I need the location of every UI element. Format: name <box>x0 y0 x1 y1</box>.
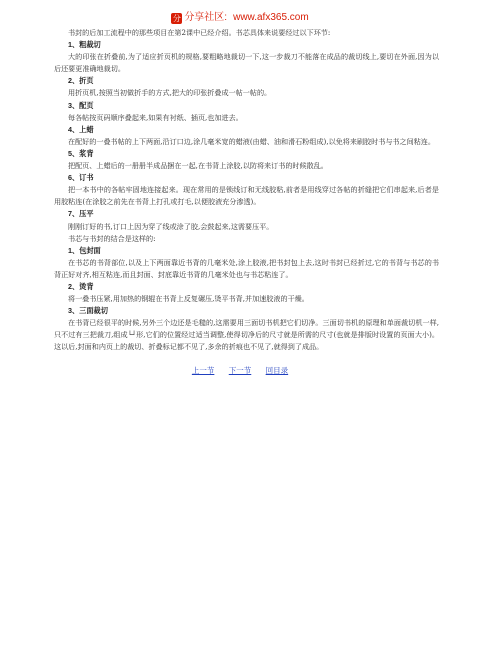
toc-link[interactable]: 回目录 <box>265 366 289 375</box>
section-body: 刚刚订好的书,订口上因为穿了线或涂了胶,会鼓起来,这需要压平。 <box>68 221 274 231</box>
page-navigation <box>0 365 480 376</box>
bracket-shape-glyph: └┘ <box>127 331 137 340</box>
binding-body-part-a: 在书背已经很平的时候,另外三个边还是毛糙的,这需要用三面切书机把它们切净。三面切书机的原理和单面裁切机一样,只不过有三把裁刀,组成 <box>54 318 439 340</box>
section-heading: 5、浆背 <box>68 148 94 158</box>
section-heading: 2、折页 <box>68 76 94 86</box>
section-body: 把配页、上蜡后的一册册半成品捆在一起,在书背上涂胶,以防将来订书的时候散乱。 <box>68 161 328 171</box>
section-body: 用折页机,按照当初做折手的方式,把大的印张折叠成一帖一帖的。 <box>68 88 272 98</box>
site-name: 分享社区: <box>184 12 228 23</box>
binding-heading: 1、包封面 <box>68 245 101 255</box>
section-heading: 1、粗裁切 <box>68 40 101 50</box>
document-body <box>54 27 439 354</box>
section-heading: 7、压平 <box>68 209 94 219</box>
binding-body: 在书芯的书背部位,以及上下两面靠近书背的几毫米处,涂上胶液,把书封包上去,这时书封已经折过,它的书背与书芯的书背正好对齐,相互粘连,而且封面、封底靠近书背的几毫米处也与书芯粘连了。 <box>54 257 439 279</box>
binding-heading: 2、烫背 <box>68 281 94 291</box>
binding-intro-paragraph: 书芯与书封的结合是这样的: <box>68 233 156 243</box>
site-url[interactable]: www.afx365.com <box>233 12 309 23</box>
site-logo-icon: 分 <box>172 14 181 23</box>
section-body: 大的印张在折叠前,为了适应折页机的规格,要粗略地裁切一下,这一步裁刀不能落在成品的裁切线上,要切在外面,因为以后还要更准确地裁切。 <box>54 52 439 74</box>
page-header <box>0 8 480 24</box>
section-body: 每各帖按页码顺序叠起来,如果有衬纸、插页,也加进去。 <box>68 112 243 122</box>
next-section-link[interactable]: 下一节 <box>228 366 252 375</box>
prev-section-link[interactable]: 上一节 <box>191 366 215 375</box>
intro-paragraph: 书封的后加工流程中的那些项目在第2课中已经介绍。书芯具体来说要经过以下环节: <box>68 28 331 37</box>
section-body: 把一本书中的各帖牢固地连接起来。现在常用的是锁线订和无线胶粘,前者是用线穿过各帖的折缝把它们串起来,后者是用胶粘连(在涂胶之前先在书背上打孔或打毛,以便胶液充分渗透)。 <box>54 185 439 207</box>
binding-heading: 3、三面裁切 <box>68 306 108 316</box>
binding-body-part-b: 形,它们的位置经过适当调整,使得切净后的尺寸就是所需的尺寸(也就是排版时设置的页面大小)。这以后,封面和内页上的裁切、折叠标记都不见了,多余的折痕也不见了,就得到了成品。 <box>54 330 439 352</box>
section-heading: 4、上蜡 <box>68 124 94 134</box>
section-heading: 6、订书 <box>68 173 94 183</box>
binding-body <box>54 317 439 353</box>
section-heading: 3、配页 <box>68 100 94 110</box>
section-body: 在配好的一叠书帖的上下两面,沿订口边,涂几毫米宽的蜡液(由蜡、油和滑石粉组成),以免将来刷胶时书与书之间粘连。 <box>68 136 435 146</box>
binding-body: 将一叠书压紧,用加热的钢辊在书背上反复碾压,烫平书背,并加速胶液的干燥。 <box>68 294 309 304</box>
